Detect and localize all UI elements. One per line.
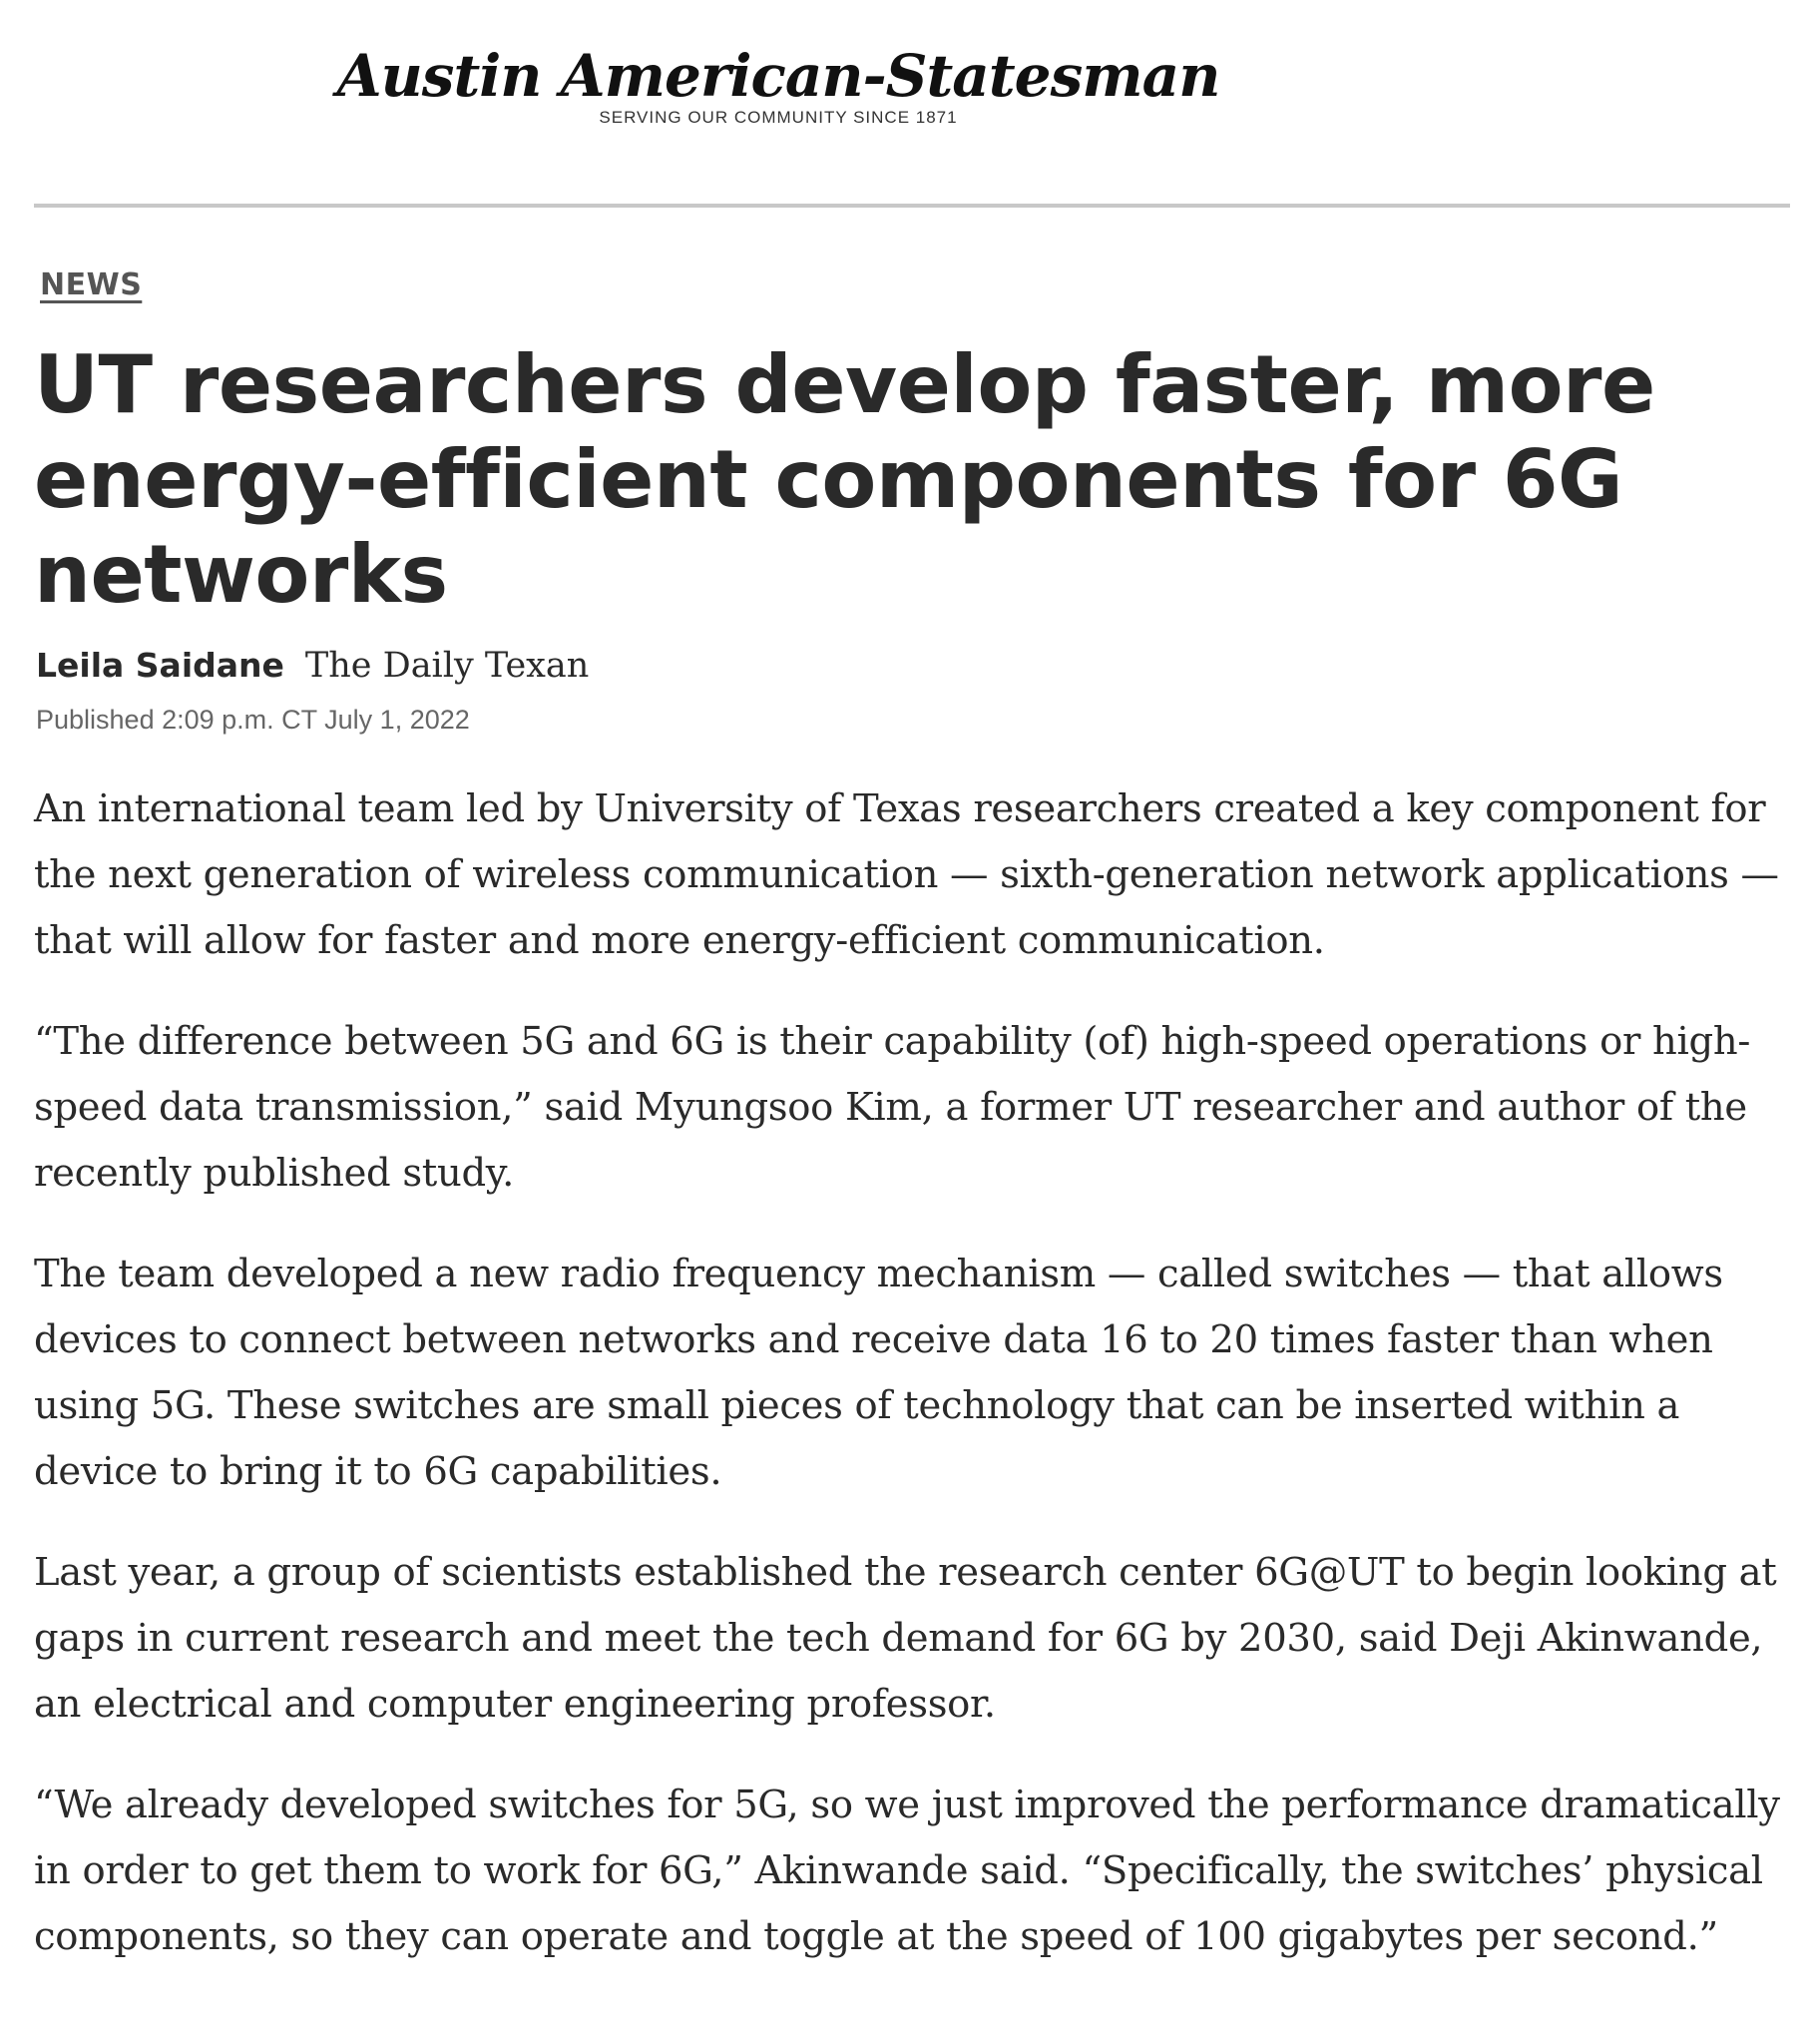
article-paragraph: Last year, a group of scientists established the research center 6G@UT to begin looking at gaps in current research and meet the tech demand for 6G by 2030, said Deji Akinwande, an electrical and computer engineering professor. [34,1550,1777,1727]
outlet-name: The Daily Texan [304,646,590,686]
author-name[interactable]: Leila Saidane [36,646,284,685]
article-headline: UT researchers develop faster, more energy-efficient components for 6G networks [34,338,1655,621]
article-body [34,776,1790,2005]
article-paragraph: “We already developed switches for 5G, so we just improved the performance dramatically in order to get them to work for 6G,” Akinwande said. “Specifically, the switches’ physical components, so they can operate and toggle at the speed of 100 gigabytes per second.” [34,1783,1780,1959]
masthead-tagline: SERVING OUR COMMUNITY SINCE 1871 [599,108,958,127]
masthead [0,40,1557,128]
byline [36,643,589,688]
published-timestamp: Published 2:09 p.m. CT July 1, 2022 [36,705,470,735]
article-paragraph: “The difference between 5G and 6G is their capability (of) high-speed operations or high-speed data transmission,” said Myungsoo Kim, a former UT researcher and author of the recently published study. [34,1019,1751,1196]
section-link-news[interactable]: NEWS [40,267,143,302]
header-divider [34,204,1790,208]
newspaper-logo[interactable]: Austin American-Statesman [336,42,1220,110]
article-paragraph: The team developed a new radio frequency mechanism — called switches — that allows devices to connect between networks and receive data 16 to 20 times faster than when using 5G. These switches are small pieces of technology that can be inserted within a device to bring it to 6G capabilities. [34,1252,1723,1494]
article-paragraph: An international team led by University of Texas researchers created a key component for the next generation of wireless communication — sixth-generation network applications — that will allow for faster and more energy-efficient communication. [34,786,1779,963]
